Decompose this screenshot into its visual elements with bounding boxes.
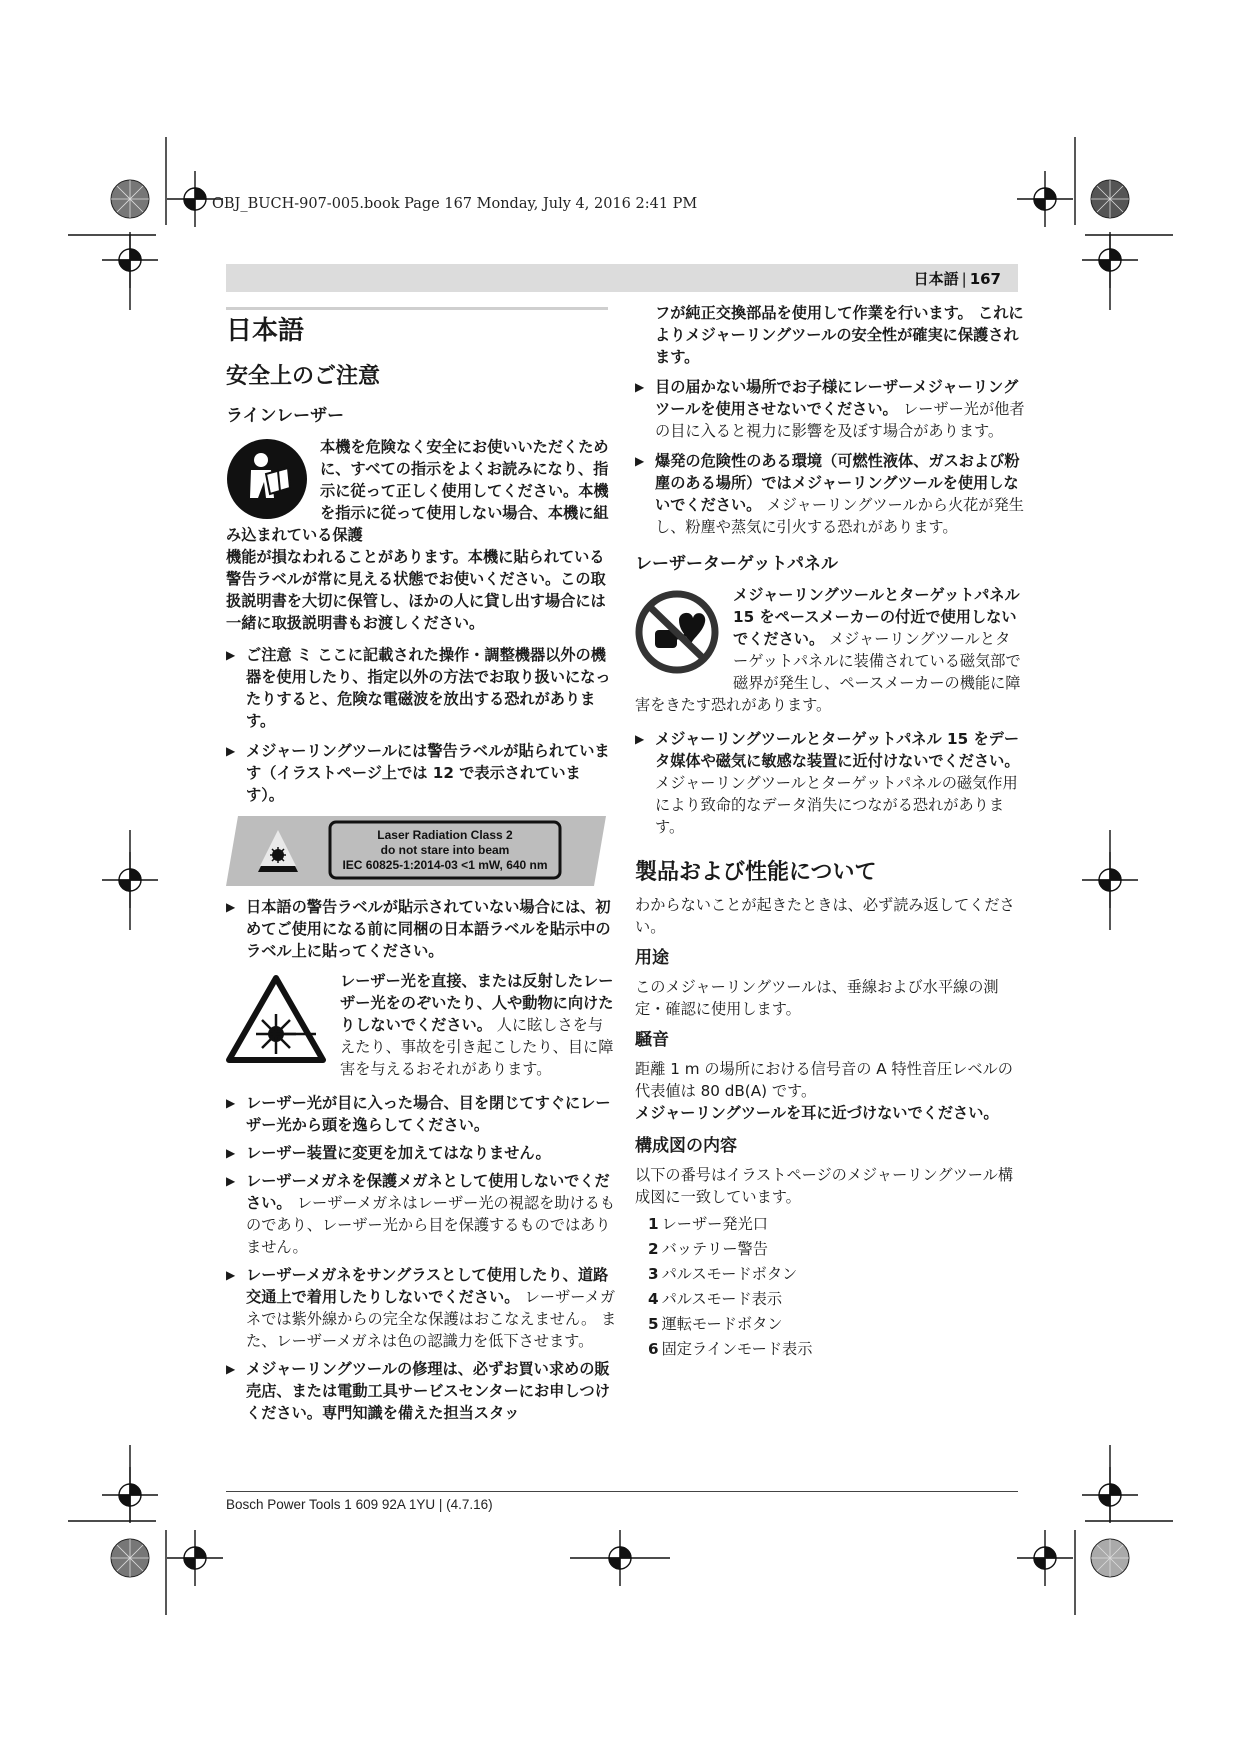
label-line-1: Laser Radiation Class 2 — [377, 828, 513, 842]
bullet-explosive: ▶ 爆発の危険性のある環境（可燃性液体、ガスおよび粉塵のある場所）ではメジャーリングツールを使用しないでください。 メジャーリングツールから火花が発生し、粉塵や蒸気に引火する恐れがあります。 — [635, 452, 1024, 536]
list-item: 3 パルスモードボタン — [648, 1265, 798, 1283]
use-text: このメジャーリングツールは、垂線および水平線の測定・確認に使用します。 — [635, 978, 999, 1018]
use-heading: 用途 — [635, 948, 669, 968]
triangle-bullet-icon: ▶ — [226, 900, 236, 914]
right-column — [635, 302, 1025, 1362]
triangle-bullet-icon: ▶ — [226, 744, 236, 758]
no-pacemaker-icon — [635, 590, 719, 674]
target-panel-rest: メジャーリングツールとターゲットパネルに装備されている磁気部で磁界が発生し、ペースメーカーの機能に障害をきたす恐れがあります。 — [635, 630, 1021, 714]
line-laser-heading: ラインレーザー — [226, 406, 345, 426]
list-item: 6 固定ラインモード表示 — [648, 1340, 813, 1358]
triangle-bullet-icon: ▶ — [226, 1362, 236, 1376]
page-footer: Bosch Power Tools 1 609 92A 1YU | (4.7.16) — [226, 1497, 493, 1512]
repair-continued: フが純正交換部品を使用して作業を行います。 これによりメジャーリングツールの安全性が確実に保護されます。 — [655, 304, 1024, 366]
bullet-repair: ▶ メジャーリングツールの修理は、必ずお買い求めの販売店、または電動工具サービスセンターにお申しつけください。専門知識を備えた担当スタッ — [226, 1360, 610, 1422]
read-manual-icon — [226, 438, 308, 520]
bullet-modify: ▶ レーザー装置に変更を加えてはなりません。 — [226, 1144, 551, 1162]
components-list — [635, 1212, 1025, 1362]
bullet-caution: ▶ ご注意 ミ ここに記載された操作・調整機器以外の機器を使用したり、指定以外の方法でお取り扱いになったりすると、危険な電磁波を放出する恐れがあります。 — [226, 646, 611, 730]
page-number: 167 — [969, 270, 1001, 288]
triangle-bullet-icon: ▶ — [635, 732, 645, 746]
list-item: 1 レーザー発光口 — [648, 1215, 768, 1233]
triangle-bullet-icon: ▶ — [226, 1096, 236, 1110]
target-panel-bold: メジャーリングツールとターゲットパネル 15 をペースメーカーの付近で使用しないでください。 — [733, 586, 1020, 648]
triangle-bullet-icon: ▶ — [226, 1146, 236, 1160]
label-line-2: do not stare into beam — [380, 843, 510, 857]
noise-warning: メジャーリングツールを耳に近づけないでください。 — [635, 1104, 999, 1122]
left-column — [226, 312, 618, 1424]
laser-warning-label — [226, 816, 606, 886]
bullet-warning-label: ▶ メジャーリングツールには警告ラベルが貼られています（イラストページ上では 12 で表示されています）。 — [226, 742, 610, 804]
components-intro: 以下の番号はイラストページのメジャーリングツール構成図に一致しています。 — [635, 1166, 1014, 1206]
noise-text: 距離 1 m の場所における信号音の A 特性音圧レベルの代表値は 80 dB(A) です。 — [635, 1060, 1013, 1100]
product-intro: わからないことが起きたときは、必ず読み返してください。 — [635, 896, 1015, 936]
bullet-japanese-label: ▶ 日本語の警告ラベルが貼示されていない場合には、初めてご使用になる前に同梱の日本語ラベルを貼示中のラベル上に貼ってください。 — [226, 898, 611, 960]
bullet-data: ▶ メジャーリングツールとターゲットパネル 15 をデータ媒体や磁気に敏感な装置に近付けないでください。 メジャーリングツールとターゲットパネルの磁気作用により致命的なデータ消失につながる恐れがあります。 — [635, 730, 1020, 836]
triangle-bullet-icon: ▶ — [226, 1174, 236, 1188]
header-text: 日本語 | 167 — [913, 270, 1001, 288]
page-title: 日本語 — [226, 316, 305, 346]
page-header — [226, 264, 1018, 292]
list-item: 4 パルスモード表示 — [648, 1290, 783, 1308]
intro-paragraph: 本機を危険なく安全にお使いいただくために、すべての指示をよくお読みになり、指示に従って正しく使用してください。本機を指示に従って使用しない場合、本機に組み込まれている保護 — [226, 438, 609, 544]
print-info: OBJ_BUCH-907-005.book Page 167 Monday, July 4, 2016 2:41 PM — [212, 196, 698, 212]
label-line-3: IEC 60825-1:2014-03 <1 mW, 640 nm — [342, 858, 548, 872]
header-language: 日本語 — [913, 270, 959, 288]
triangle-bullet-icon: ▶ — [226, 648, 236, 662]
laser-warning-bold: レーザー光を直接、または反射したレーザー光をのぞいたり、人や動物に向けたりしないでください。 — [340, 972, 614, 1034]
safety-heading: 安全上のご注意 — [226, 364, 381, 389]
noise-heading: 騒音 — [635, 1030, 669, 1050]
intro-paragraph-continued: 機能が損なわれることがあります。本機に貼られている警告ラベルが常に見える状態でお使いください。この取扱説明書を大切に保管し、ほかの人に貸し出す場合には一緒に取扱説明書もお渡しください。 — [226, 548, 606, 632]
column-rule — [226, 307, 608, 310]
list-item: 5 運転モードボタン — [648, 1315, 783, 1333]
product-heading: 製品および性能について — [635, 860, 877, 885]
triangle-bullet-icon: ▶ — [226, 1268, 236, 1282]
triangle-bullet-icon: ▶ — [635, 380, 645, 394]
bullet-children: ▶ 目の届かない場所でお子様にレーザーメジャーリングツールを使用させないでください。 レーザー光が他者の目に入ると視力に影響を及ぼす場合があります。 — [635, 378, 1025, 440]
bullet-sunglasses: ▶ レーザーメガネをサングラスとして使用したり、道路交通上で着用したりしないでください。 レーザーメガネでは紫外線からの完全な保護はおこなえません。 また、レーザーメガネは色の認識力を低下させます。 — [226, 1266, 617, 1350]
bullet-glasses: ▶ レーザーメガネを保護メガネとして使用しないでください。 レーザーメガネはレーザー光の視認を助けるものであり、レーザー光から目を保護するものではありません。 — [226, 1172, 616, 1256]
triangle-bullet-icon: ▶ — [635, 454, 645, 468]
list-item: 2 バッテリー警告 — [648, 1240, 768, 1258]
target-panel-heading: レーザーターゲットパネル — [635, 554, 838, 574]
laser-warning-rest: 人に眩しさを与えたり、事故を引き起こしたり、目に障害を与えるおそれがあります。 — [340, 1016, 614, 1078]
laser-warning-icon — [226, 974, 326, 1064]
footer-rule — [226, 1491, 1018, 1492]
components-heading: 構成図の内容 — [635, 1136, 737, 1156]
bullet-eyes: ▶ レーザー光が目に入った場合、目を閉じてすぐにレーザー光から頭を逸らしてください。 — [226, 1094, 611, 1134]
